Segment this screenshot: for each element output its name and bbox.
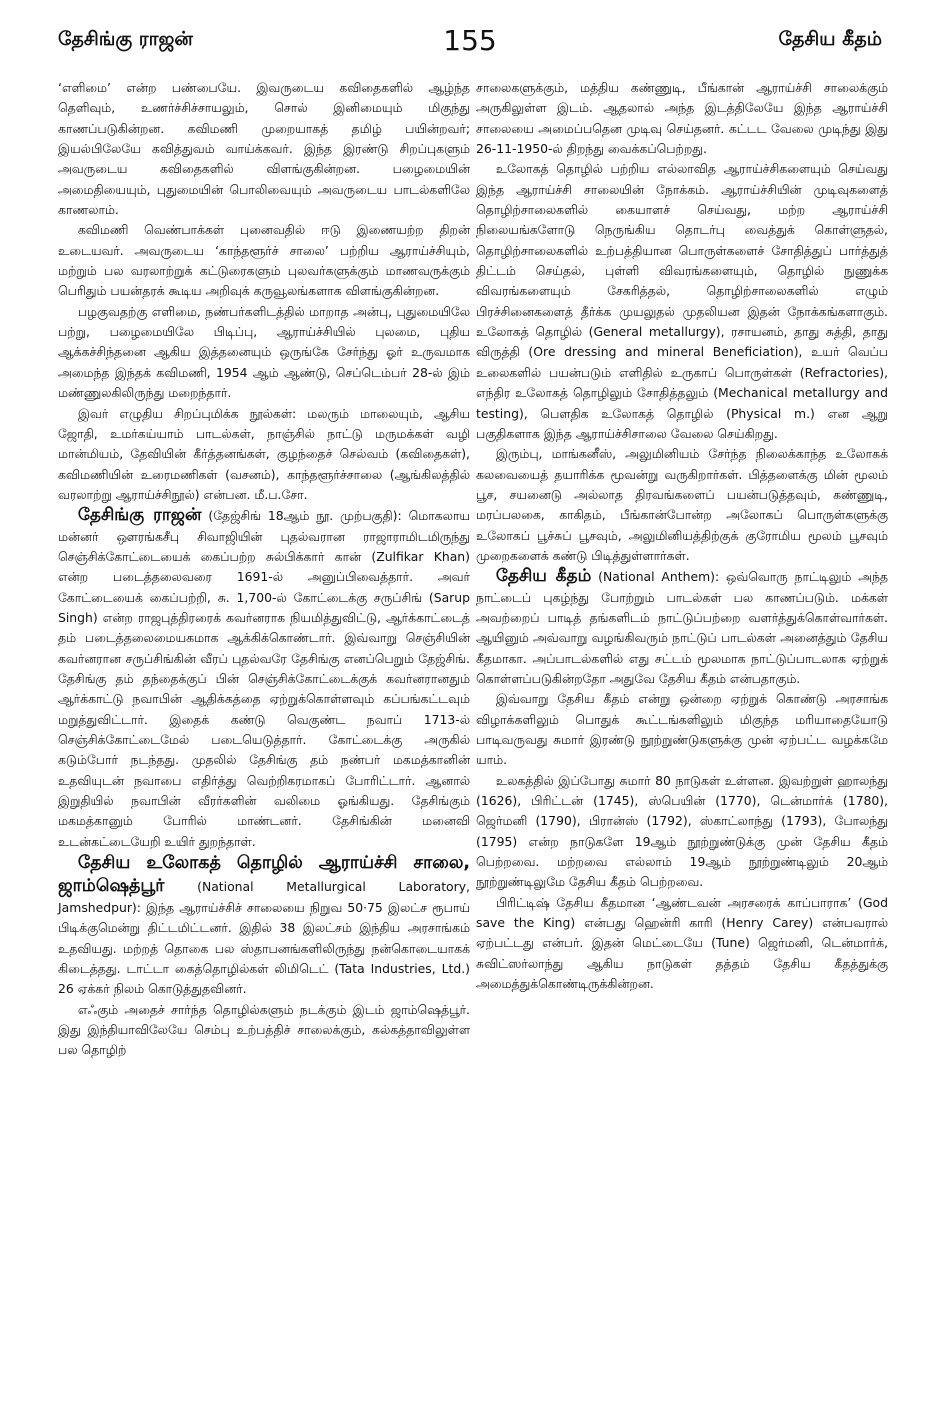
paragraph: பிரிட்டிஷ் தேசிய கீதமான ‘ஆண்டவன் அரசரைக் காப்பாராக’ (God save the King) என்பது ஹென்ரி காரி (Henry Carey) என்பவரால் ஏற்பட்டது என்பர். இதன் மெட்டையே (Tune) ஜெர்மனி, டென்மார்க், சுவிட்ஸர்லாந்து ஆகிய நாடுகள் தத்தம் தேசிய கீதத்துக்கு அமைத்துக்கொண்டிருக்கின்றன. — [476, 894, 888, 992]
paragraph: இரும்பு, மாங்கனீஸ், அலுமினியம் சேர்ந்த நிலைக்காந்த உலோகக் கலவையைத் தயாரிக்க மூவன்று வருகிறார்கள். பித்தளைக்கு மின் மூலம் பூச, சயனைடு அல்லாத திரவங்களைப் பயன்படுத்தவும், கண்ணுடி, மரப்பலகை, காகிதம், பீங்கான்போன்ற அலோகப் பொருள்களுக்கு உலோகப் பூச்சுப் பூசவும், அலுமினியத்திற்குக் குரோமிய மூலம் பூசவும் முறைகளைக் கண்டு பிடித்துள்ளார்கள். — [476, 446, 888, 563]
paragraph: இவ்வாறு தேசிய கீதம் என்று ஒன்றை ஏற்றுக் கொண்டு அரசாங்க விழாக்களிலும் பொதுக் கூட்டங்களிலும் மிகுந்த மரியாதையோடு பாடிவருவது சுமார் இரண்டு நூற்றுண்டுகளுக்கு முன் ஏற்பட்ட வழக்கமே யாம். — [476, 691, 888, 768]
paragraph: பழகுவதற்கு எளிமை, நண்பர்களிடத்தில் மாறாத அன்பு, புதுமையிலே பற்று, பழைமையிலே பிடிப்பு, ஆராய்ச்சியில் புலமை, புதிய ஆக்கச்சிந்தனை ஆகிய இத்தனையும் ஒருங்கே சேர்ந்து ஓர் உருவமாக அமைந்த இந்தக் கவிமணி, 1954 ஆம் ஆண்டு, செப்டெம்பர் 28-ல் இம் மண்ணுலகிலிருந்து மறைந்தார். — [58, 303, 470, 401]
entry-desingu-rajan — [58, 505, 470, 852]
entry-headword: தேசிய உலோகத் தொழில் ஆராய்ச்சி சாலை, ஜாம்ஷெத்பூர் — [58, 853, 470, 897]
paragraph: இவர் எழுதிய சிறப்புமிக்க நூல்கள்: மலரும் மாலையும், ஆசிய ஜோதி, உமர்கய்யாம் பாடல்கள், நாஞ்சில் நாட்டு மருமக்கள் வழி மான்மியம், தேவியின் கீர்த்தனங்கள், குழந்தைச் செல்வம் (கவிதைகள்), கவிமணியின் உரைமணிகள் (வசனம்), காந்தளூர்ச்சாலை (ஆங்கிலத்தில் வரலாற்று ஆராய்ச்சிநூல்) என்பன. மீ.ப.சோ. — [58, 405, 470, 502]
paragraph: ‘எளிமை’ என்ற பண்பையே. இவருடைய கவிதைகளில் ஆழ்ந்த தெளிவும், உணர்ச்சிச்சாயலும், சொல் இனிமையும் மிகுந்து காணப்படுகின்றன. கவிமணி முறையாகத் தமிழ் பயின்றவர்; இயல்பிலேயே கவித்துவம் வாய்க்கவர். இந்த இரண்டு சிறப்புகளும் அவருடைய கவிதைகளில் விளங்குகின்றன. பழைமையின் அமைதியையும், புதுமையின் பொலிவையும் அவருடைய பாடல்களிலே காணலாம். — [58, 80, 470, 218]
page-number: 155 — [443, 24, 497, 57]
entry-text: (National Metallurgical Laboratory, Jamshedpur): இந்த ஆராய்ச்சிச் சாலையை நிறுவ 50·75 இலட்ச ரூபாய் பிடிக்குமென்று திட்டமிட்டனர். இதில் 38 இலட்சம் இந்திய அரசாங்கம் உதவியது. மற்றத் தொகை பல ஸ்தாபனங்களிலிருந்து நன்கொடையாகக் கிடைத்தது. டாட்டா கைத்தொழில்கள் லிமிடெட் (Tata Industries, Ltd.) 26 ஏக்கர் நிலம் கொடுத்துதவினர். — [58, 879, 470, 997]
paragraph: கவிமணி வெண்பாக்கள் புனைவதில் ஈடு இணையற்ற திறன் உடையவர். அவருடைய ‘காந்தளூர்ச் சாலை’ பற்றிய ஆராய்ச்சியும், மற்றும் பல வரலாற்றுக் கட்டுரைகளும் புலவர்களுக்கும் மாணவருக்கும் பெரிதும் பயன்தரக் கூடிய அறிவுக் கருவூலங்களாக விளங்குகின்றன. — [58, 222, 470, 299]
right-column — [476, 78, 888, 994]
entry-text: (National Anthem): ஒவ்வொரு நாட்டிலும் அந்த நாட்டைப் புகழ்ந்து போற்றும் பாடல்கள் பல காணப்படும். மக்கள் அவற்றைப் பாடித் தங்களிடம் நாட்டுப்பற்றை வளர்த்துக்கொள்வார்கள். ஆயினும் அவ்வாறு வழங்கிவரும் நாட்டுப் பாடல்கள் அனைத்தும் தேசிய கீதமாகா. அப்பாடல்களில் எது சட்டம் மூலமாக நாட்டுப்பாடலாக ஏற்றுக் கொள்ளப்படுகின்றதோ அதுவே தேசிய கீதம் என்பதாகும். — [476, 569, 888, 686]
running-header — [0, 24, 940, 64]
paragraph: உலோகத் தொழில் பற்றிய எல்லாவித ஆராய்ச்சிகளையும் செய்வது இந்த ஆராய்ச்சி சாலையின் நோக்கம். ஆராய்ச்சியின் முடிவுகளைத் தொழிற்சாலைகளில் கையாளச் செய்வது, மற்ற ஆராய்ச்சி நிலையங்களோடு நெருங்கிய தொடர்பு வைத்துக் கொள்ளுதல், தொழிற்சாலைகளில் உற்பத்தியான பொருள்களைச் சோதித்துப் பார்த்துத் திட்டம் செய்தல், புள்ளி விவரங்களையும், தொழில் நுணுக்க விவரங்களையும் சேகரித்தல், தொழிற்சாலைகளில் எழும் பிரச்சினைகளைத் தீர்க்க முயலுதல் முதலியன இதன் நோக்கங்களாகும். உலோகத் தொழில் (General metallurgy), ரசாயனம், தாது சுத்தி, தாது விருத்தி (Ore dressing and mineral Beneficiation), உயர் வெப்ப உலைகளில் பயன்படும் எளிதில் உருகாப் பொருள்கள் (Refractories), எந்திர உலோகத் தொழிலும் சோதித்தலும் (Mechanical metallurgy and testing), பௌதிக உலோகத் தொழில் (Physical m.) என ஆறு பகுதிகளாக இந்த ஆராய்ச்சிசாலை வேலை செய்கிறது. — [476, 161, 888, 441]
entry-national-anthem — [476, 566, 888, 689]
paragraph: உலகத்தில் இப்போது சுமார் 80 நாடுகள் உள்ளன. இவற்றுள் ஹாலந்து (1626), பிரிட்டன் (1745), ஸ்பெயின் (1770), டென்மார்க் (1780), ஜெர்மனி (1790), பிரான்ஸ் (1792), ஸ்காட்லாந்து (1793), போலந்து (1795) என்ற நாடுகளே 19ஆம் நூற்றுண்டுக்கு முன் தேசிய கீதம் பெற்றவை. மற்றவை எல்லாம் 19ஆம் நூற்றுண்டிலும் 20ஆம் நூற்றுண்டிலுமே தேசிய கீதம் பெற்றவை. — [476, 772, 888, 890]
header-left-title: தேசிங்கு ராஜன் — [58, 28, 193, 50]
entry-national-metallurgical-laboratory — [58, 852, 470, 1000]
header-right-title: தேசிய கீதம் — [778, 28, 882, 50]
paragraph: எஃகும் அதைச் சார்ந்த தொழில்களும் நடக்கும் இடம் ஜாம்ஷெத்பூர். இது இந்தியாவிலேயே செம்பு உற்பத்திச் சாலைக்கும், கல்கத்தாவிலுள்ள பல தொழிற் — [58, 1001, 470, 1058]
paragraph: சாலைகளுக்கும், மத்திய கண்ணுடி, பீங்கான் ஆராய்ச்சி சாலைக்கும் அருகிலுள்ள இடம். ஆதலால் அந்த இடத்திலேயே இந்த ஆராய்ச்சி சாலையை அமைப்பதென முடிவு செய்தனர். கட்டட வேலை முடிந்து இது 26-11-1950-ல் திறந்து வைக்கப்பெற்றது. — [476, 80, 888, 157]
entry-headword: தேசிய கீதம் — [495, 566, 592, 587]
left-column — [58, 78, 470, 1061]
entry-headword: தேசிங்கு ராஜன் — [77, 505, 202, 526]
entry-text: (தேஜ்சிங் 18ஆம் நூ. முற்பகுதி): மொகலாய மன்னர் ஔரங்கசீபு சிவாஜியின் புதல்வரான ராஜாராமிடமிருந்து செஞ்சிக்கோட்டையைக் கைப்பற்ற சுல்பிக்கார் கான் (Zulfikar Khan) என்ற படைத்தலைவரை 1691-ல் அனுப்பிவைத்தார். அவர் கோட்டையைக் கைப்பற்றி, சு. 1,700-ல் கோட்டைக்கு சருப்சிங் (Sarup Singh) என்ற ராஜபுத்திரரைக் கவர்னராக நியமித்துவிட்டு, ஆர்க்காட்டைத் தம் படைத்தலைமையகமாக ஆக்கிக்கொண்டார். இவ்வாறு செஞ்சியின் கவர்னரான சருப்சிங்கின் வீரப் புதல்வரே தேசிங்கு எனப்பெறும் தேஜ்சிங். தேசிங்கு தம் தந்தைக்குப் பின் செஞ்சிக்கோட்டைக்குக் கவர்னரானதும் ஆர்க்காட்டு நவாபின் ஆதிக்கத்தை ஏற்றுக்கொள்ளவும் கப்பங்கட்டவும் மறுத்துவிட்டார். இதைக் கண்டு வெகுண்ட நவாப் 1713-ல் செஞ்சிக்கோட்டைமேல் படையெடுத்தார். கோட்டைக்கு அருகில் கடும்போர் நடந்தது. முதலில் தேசிங்கு தம் நண்பர் மகமத்கானின் உதவியுடன் நவாபை எதிர்த்து வெற்றிகரமாகப் போரிட்டார். ஆனால் இறுதியில் நவாபின் வீரர்களின் வலிமை ஓங்கியது. தேசிங்கும் மகமத்கானும் போரில் மாண்டனர். தேசிங்கின் மனைவி உடன்கட்டையேறி உயிர் துறந்தாள். — [58, 508, 470, 849]
